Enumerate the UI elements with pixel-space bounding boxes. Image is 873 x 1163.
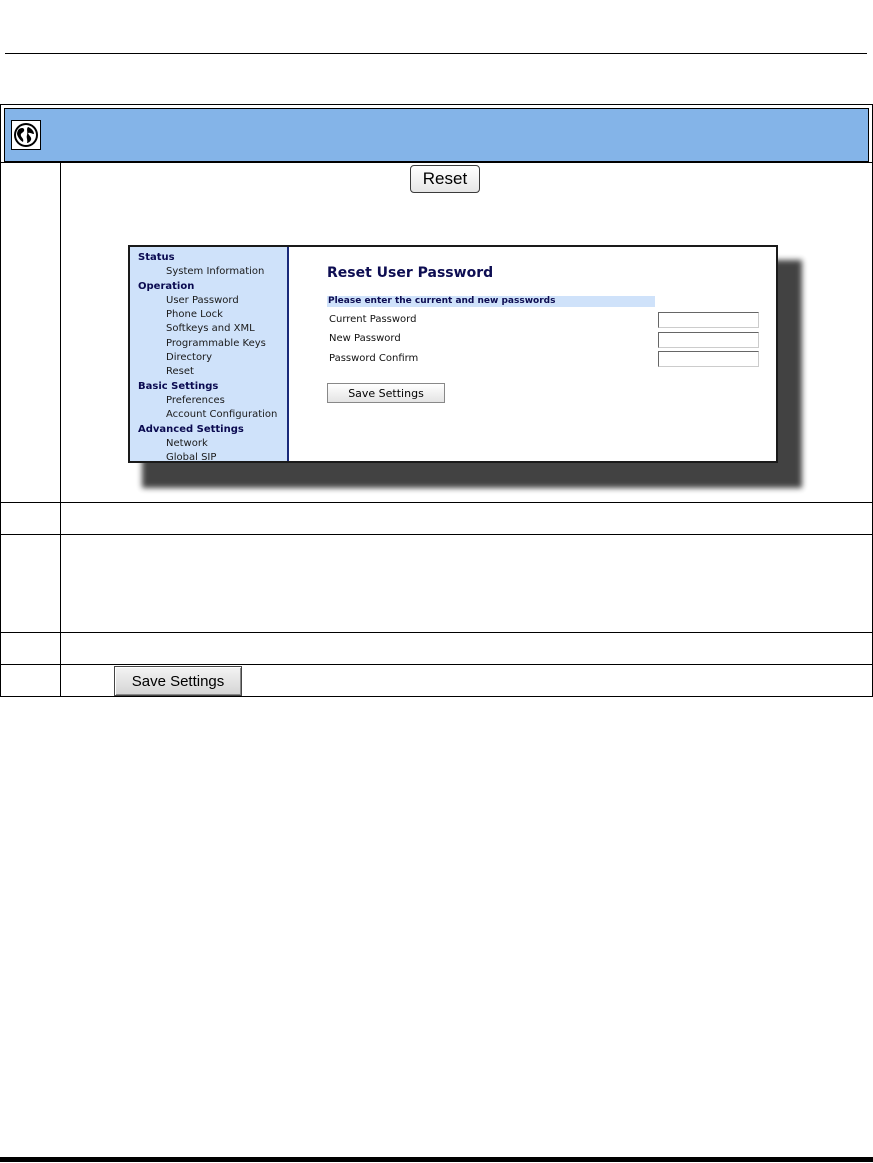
sidebar-item[interactable]: Programmable Keys — [166, 337, 266, 349]
sidebar-section-heading: Operation — [138, 280, 195, 292]
footer-rule — [0, 1157, 873, 1162]
step-row-5 — [0, 664, 873, 697]
step-number-cell — [0, 503, 61, 534]
header-rule — [5, 53, 867, 54]
reset-button[interactable]: Reset — [410, 165, 480, 193]
step-row-4 — [0, 632, 873, 664]
sidebar-item[interactable]: Preferences — [166, 394, 225, 406]
sidebar-section-heading: Status — [138, 252, 175, 263]
sidebar-item[interactable]: Reset — [166, 366, 194, 378]
new-password-label: New Password — [329, 333, 401, 344]
password-confirm-input[interactable] — [658, 351, 759, 367]
step-number-cell — [0, 535, 61, 632]
sidebar-item[interactable]: Directory — [166, 352, 213, 364]
sidebar-section-heading: Basic Settings — [138, 380, 219, 392]
globe-icon — [11, 120, 41, 150]
password-confirm-label: Password Confirm — [329, 353, 419, 364]
step-row-2 — [0, 502, 873, 534]
step-number-cell — [0, 163, 61, 502]
sidebar-item[interactable]: Global SIP — [166, 452, 217, 463]
sidebar-section-heading: Advanced Settings — [138, 423, 244, 435]
save-settings-button[interactable]: Save Settings — [327, 383, 445, 403]
web-ui-header-band — [4, 108, 869, 162]
sidebar-item[interactable]: Account Configuration — [166, 409, 278, 421]
sidebar-item[interactable]: System Information — [166, 266, 265, 278]
current-password-label: Current Password — [329, 314, 417, 325]
step-number-cell — [0, 633, 61, 664]
step-row-1 — [0, 162, 873, 502]
step-number-cell — [0, 665, 61, 697]
sidebar-item[interactable]: Softkeys and XML — [166, 323, 255, 335]
web-ui-main — [291, 247, 776, 461]
step-row-3 — [0, 534, 873, 632]
sidebar-item[interactable]: Phone Lock — [166, 309, 223, 321]
page-title: Reset User Password — [327, 265, 494, 281]
section-header: Please enter the current and new passwords — [327, 296, 655, 307]
web-ui-sidebar — [130, 247, 289, 461]
current-password-input[interactable] — [658, 312, 759, 328]
sidebar-item[interactable]: Network — [166, 437, 208, 449]
new-password-input[interactable] — [658, 332, 759, 348]
sidebar-nav — [130, 247, 287, 463]
sidebar-item[interactable]: User Password — [166, 294, 239, 306]
procedure-table — [0, 104, 873, 697]
web-ui-screenshot — [128, 245, 778, 463]
save-settings-button-image[interactable]: Save Settings — [114, 666, 242, 696]
